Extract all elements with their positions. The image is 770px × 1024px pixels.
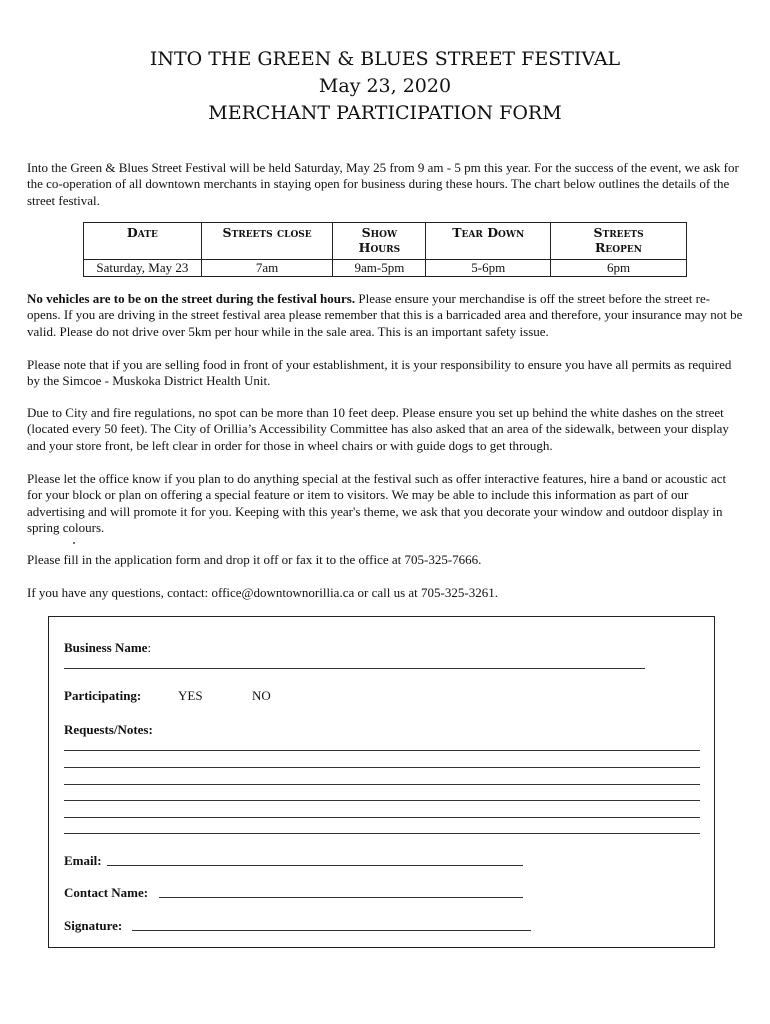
fill-paragraph: Please fill in the application form and drop it off or fax it to the office at 705-325-7666. [27, 552, 482, 567]
form-title [0, 46, 770, 127]
email-label: Email: [64, 853, 102, 868]
header-date: Date [84, 223, 202, 260]
signature-label: Signature: [64, 918, 123, 933]
header-streets-reopen [551, 223, 687, 260]
title-line-festival: INTO THE GREEN & BLUES STREET FESTIVAL [149, 48, 621, 70]
regulations-paragraph: Due to City and fire regulations, no spot can be more than 10 feet deep. Please ensure you set up behind the white dashes on the street (located every 50 feet). The City of Orillia’s Accessibility Committee has also asked that an area of the sidewalk, between your display and your store front, be left clear in order for those in wheel chairs or with guide dogs to get through. [27, 405, 729, 453]
food-paragraph: Please note that if you are selling food in front of your establishment, it is your responsibility to ensure you have all permits as required by the Simcoe - Muskoka District Health Unit. [27, 357, 732, 389]
application-form [48, 616, 715, 948]
requests-notes-line-1[interactable] [64, 750, 700, 751]
cell-tear-down: 5-6pm [426, 260, 551, 277]
vehicles-warning-text: Please ensure your merchandise is off the street before the street re-opens. If you are driving in the street festival area please remember that this is a barricaded area and therefore, your insurance may not be valid. Please do not drive over 5km per hour while in the sale area. This is an important safety issue. [27, 291, 743, 339]
header-show-hours [333, 223, 426, 260]
vehicles-paragraph [27, 291, 743, 340]
business-name-field[interactable] [64, 668, 645, 669]
signature-field[interactable] [132, 930, 531, 931]
requests-notes-line-3[interactable] [64, 784, 700, 785]
business-name-colon: : [147, 640, 152, 655]
title-line-date: May 23, 2020 [318, 75, 452, 97]
email-field[interactable] [107, 865, 523, 866]
cell-show-hours: 9am-5pm [333, 260, 426, 277]
cell-streets-reopen: 6pm [551, 260, 687, 277]
requests-notes-line-4[interactable] [64, 800, 700, 801]
business-name-label [64, 640, 151, 656]
schedule-header-row [84, 223, 687, 260]
participating-no-option[interactable]: NO [252, 688, 271, 703]
special-paragraph: Please let the office know if you plan to do anything special at the festival such as offer interactive features, hire a band or acoustic act for your block or plan on offering a special feature or item to visitors. We may be able to include this information as part of our advertising and will promote it for you. Keeping with this year's theme, we ask that you decorate your window and outdoor display in spring colours. [27, 471, 727, 535]
questions-paragraph: If you have any questions, contact: office@downtownorillia.ca or call us at 705-325-3261. [27, 585, 498, 600]
requests-notes-line-2[interactable] [64, 767, 700, 768]
participating-label: Participating: [64, 688, 142, 703]
header-tear-down: Tear Down [426, 223, 551, 260]
requests-notes-label: Requests/Notes: [64, 722, 153, 737]
vehicles-warning-bold: No vehicles are to be on the street during the festival hours. [27, 291, 356, 306]
intro-paragraph: Into the Green & Blues Street Festival will be held Saturday, May 25 from 9 am - 5 pm this year. For the success of the event, we ask for the co-operation of all downtown merchants in staying open for business during these hours. The chart below outlines the details of the street festival. [27, 160, 739, 208]
participating-yes-option[interactable]: YES [178, 688, 203, 703]
header-streets-close: Streets close [201, 223, 333, 260]
schedule-table [83, 222, 687, 277]
contact-name-label: Contact Name: [64, 885, 149, 900]
requests-notes-line-6[interactable] [64, 833, 700, 834]
business-name-label-text: Business Name [64, 640, 148, 655]
stray-dot [73, 542, 75, 544]
requests-notes-line-5[interactable] [64, 817, 700, 818]
header-show-hours-text: Show Hours [358, 225, 401, 255]
cell-date: Saturday, May 23 [84, 260, 202, 277]
cell-streets-close: 7am [201, 260, 333, 277]
contact-name-field[interactable] [159, 897, 523, 898]
title-line-form: MERCHANT PARTICIPATION FORM [208, 102, 562, 124]
table-row [84, 260, 687, 277]
header-streets-reopen-text: Streets Reopen [593, 225, 644, 255]
